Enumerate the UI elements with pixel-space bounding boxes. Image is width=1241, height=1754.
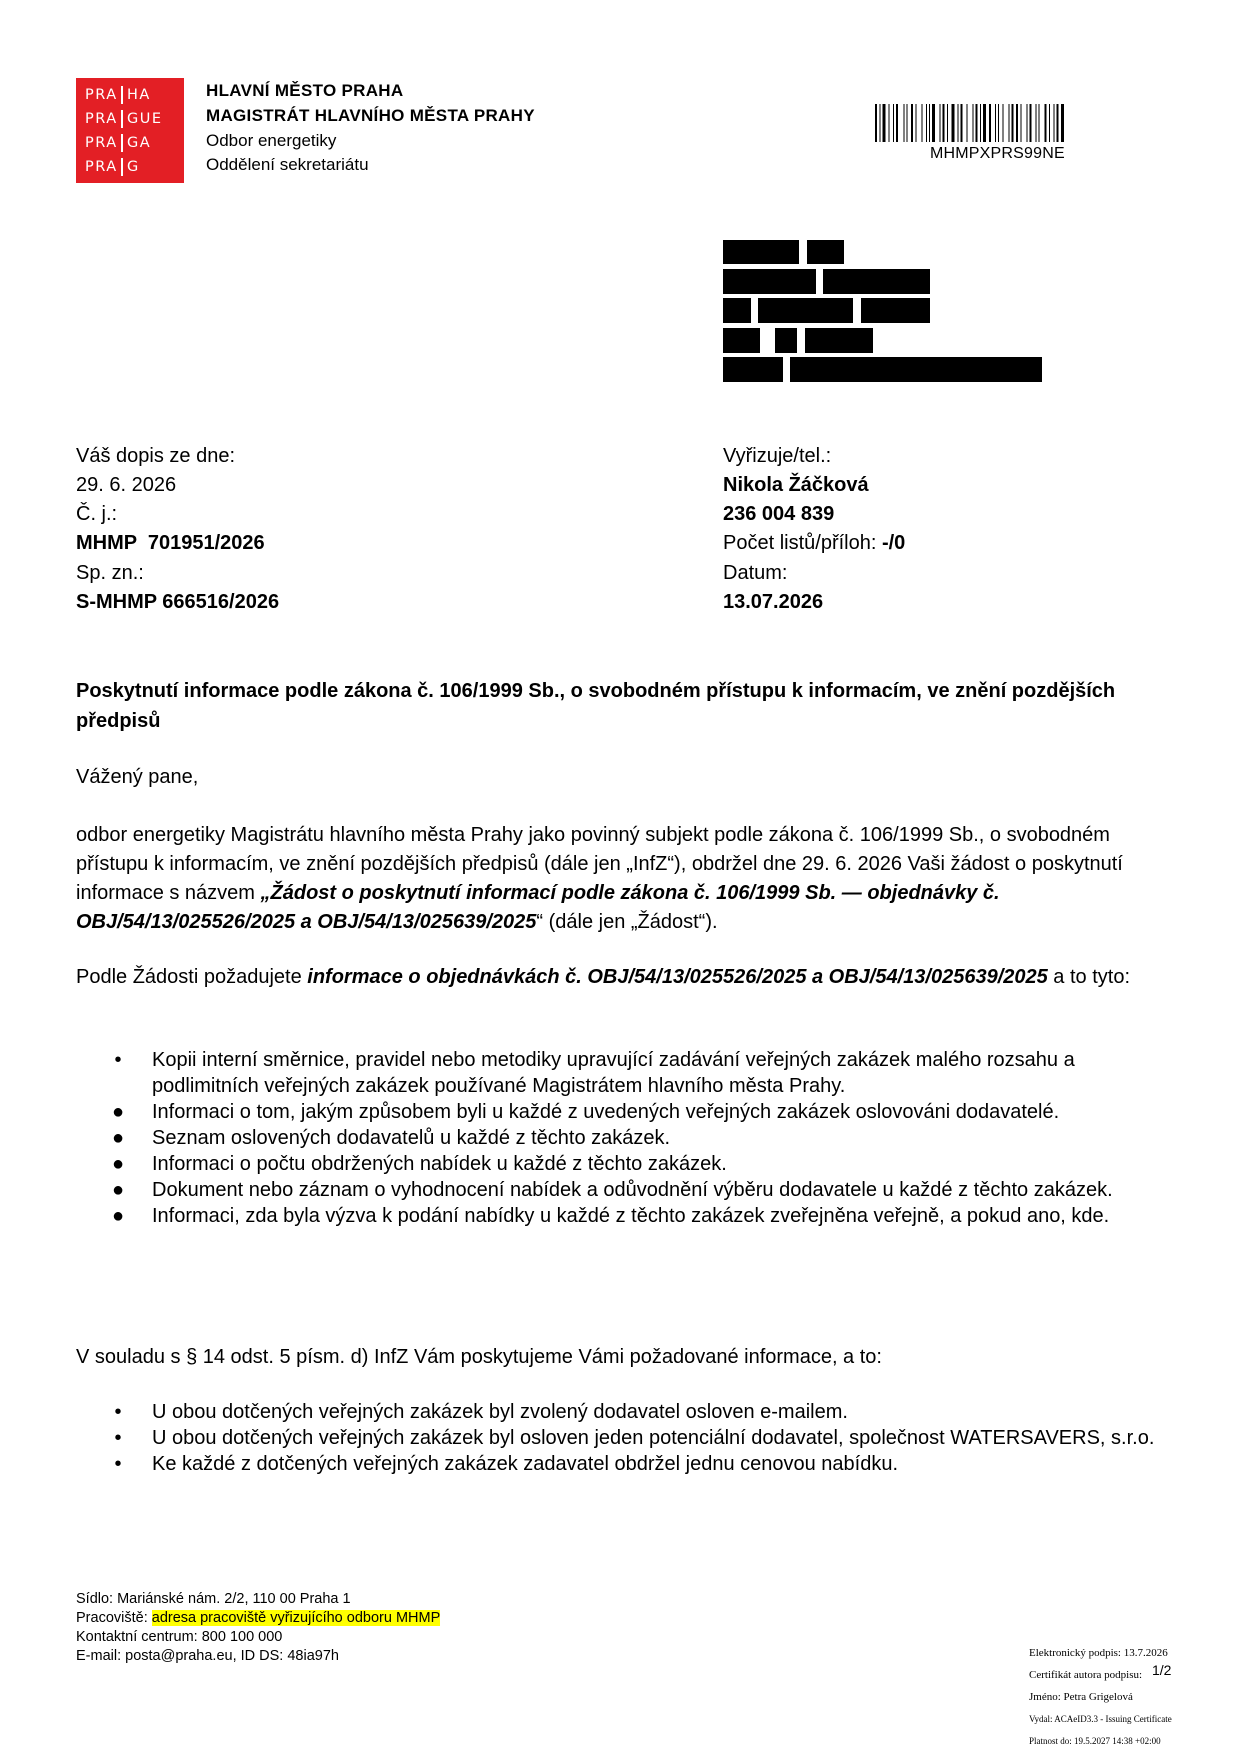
department: Odbor energetiky	[206, 131, 337, 150]
redaction-bar	[723, 298, 751, 323]
footer-workplace	[76, 1609, 440, 1628]
answers-list	[76, 1399, 1166, 1477]
bullet: •	[114, 1427, 122, 1449]
paragraph-text: odbor energetiky Magistrátu hlavního města Prahy jako povinný subjekt podle zákona č. 106/1999 Sb., o svobodném přístupu k informacím, ve znění pozdějších předpisů (dále jen „InfZ“), obdržel dne 29. 6. 2026 Vaši žádost o poskytnutí informace s názvem	[76, 824, 1123, 904]
signature-cert-label: Certifikát autora podpisu:	[1029, 1669, 1143, 1681]
signature-name: Jméno: Petra Grigelová	[1029, 1691, 1133, 1703]
list-item-text: Ke každé z dotčených veřejných zakázek zadavatel obdržel jednu cenovou nabídku.	[152, 1453, 899, 1475]
paragraph-text: a to tyto:	[1047, 966, 1131, 988]
barcode	[875, 104, 1140, 142]
letter-issue-date: 13.07.2026	[723, 591, 824, 613]
list-item	[76, 1099, 1166, 1125]
redaction-bar	[775, 328, 797, 353]
request-title: „Žádost o poskytnutí informací podle zákona č. 106/1999 Sb. — objednávky č. OBJ/54/13/025526/2025 a OBJ/54/13/025639/2025	[76, 882, 1000, 933]
logo-text: GA	[127, 135, 152, 151]
logo-text: PRA	[85, 159, 118, 175]
list-item	[76, 1203, 1166, 1229]
bullet: ●	[112, 1205, 125, 1227]
subject-heading: Poskytnutí informace podle zákona č. 106/1999 Sb., o svobodném přístupu k informacím, ve znění pozdějších předpisů	[76, 680, 1116, 732]
list-item	[76, 1451, 1166, 1477]
footer	[76, 1590, 440, 1666]
workplace-label: Pracoviště:	[76, 1610, 152, 1626]
list-item-text: Informaci o počtu obdržených nabídek u každé z těchto zakázek.	[152, 1153, 727, 1175]
org-name: HLAVNÍ MĚSTO PRAHA	[206, 81, 404, 100]
section: Oddělení sekretariátu	[206, 155, 369, 174]
redaction-bar	[723, 269, 816, 294]
paragraph-text: “ (dále jen „Žádost“).	[536, 911, 718, 933]
handler-name: Nikola Žáčková	[723, 474, 869, 496]
signature-validity: Platnost do: 19.5.2027 14:38 +02:00	[1029, 1736, 1161, 1746]
workplace-value: adresa pracoviště vyřizujícího odboru MHMP	[151, 1610, 441, 1626]
redaction-bar	[723, 328, 760, 353]
list-item-text: Informaci o tom, jakým způsobem byli u každé z uvedených veřejných zakázek oslovováni dodavatelé.	[152, 1101, 1060, 1123]
letter-date-label: Váš dopis ze dne:	[76, 445, 235, 467]
list-item-text: U obou dotčených veřejných zakázek byl zvolený dodavatel osloven e-mailem.	[152, 1401, 848, 1423]
bullet: ●	[112, 1127, 125, 1149]
bullet: ●	[112, 1153, 125, 1175]
paragraph-text: Podle Žádosti požadujete	[76, 966, 308, 988]
logo-text: HA	[127, 87, 151, 103]
paragraph-requested-info	[76, 963, 1166, 992]
salutation: Vážený pane,	[76, 766, 199, 788]
bullet: ●	[112, 1179, 125, 1201]
signature-date: Elektronický podpis: 13.7.2026	[1029, 1647, 1168, 1659]
list-item	[76, 1425, 1166, 1451]
redaction-bar	[861, 298, 930, 323]
bullet: ●	[112, 1101, 125, 1123]
redaction-bar	[790, 357, 1042, 382]
paragraph-provided-info: V souladu s § 14 odst. 5 písm. d) InfZ Vám poskytujeme Vámi požadované informace, a to:	[76, 1346, 882, 1368]
list-item-text: U obou dotčených veřejných zakázek byl osloven jeden potenciální dodavatel, společnost WATERSAVERS, s.r.o.	[152, 1427, 1155, 1449]
signature-issuer: Vydal: ACAeID3.3 - Issuing Certificate	[1029, 1714, 1172, 1724]
logo-text: PRA	[85, 87, 118, 103]
barcode-text: MHMPXPRS99NE	[930, 145, 1065, 162]
paragraph-request-received	[76, 821, 1166, 937]
order-numbers: informace o objednávkách č. OBJ/54/13/025526/2025 a OBJ/54/13/025639/2025	[307, 966, 1048, 988]
letter-date: 29. 6. 2026	[76, 474, 177, 496]
logo-text: PRA	[85, 111, 118, 127]
ref-label: Č. j.:	[76, 503, 118, 525]
pages-value: -/0	[881, 532, 906, 554]
list-item	[76, 1125, 1166, 1151]
org-subname: MAGISTRÁT HLAVNÍHO MĚSTA PRAHY	[206, 106, 535, 125]
list-item-text: Informaci, zda byla výzva k podání nabídky u každé z těchto zakázek zveřejněna veřejně, a pokud ano, kde.	[152, 1205, 1110, 1227]
redaction-bar	[758, 298, 853, 323]
redaction-bar	[723, 240, 799, 264]
footer-contact: Kontaktní centrum: 800 100 000	[76, 1629, 283, 1645]
list-item-text: Kopii interní směrnice, pravidel nebo metodiky upravující zadávání veřejných zakázek malého rozsahu a podlimitních veřejných zakázek používané Magistrátem hlavního města Prahy.	[152, 1049, 1075, 1097]
list-item-text: Dokument nebo záznam o vyhodnocení nabídek a odůvodnění výběru dodavatele u každé z těchto zakázek.	[152, 1179, 1113, 1201]
logo-text: PRA	[85, 135, 118, 151]
list-item	[76, 1177, 1166, 1203]
logo-text: GUE	[127, 111, 163, 127]
date-label: Datum:	[723, 562, 788, 584]
handler-phone: 236 004 839	[723, 503, 835, 525]
bullet: •	[114, 1049, 122, 1071]
bullet: •	[114, 1453, 122, 1475]
pages-label: Počet listů/příloh:	[723, 532, 882, 554]
list-item	[76, 1151, 1166, 1177]
electronic-signature	[1029, 1642, 1172, 1752]
logo-text: G	[127, 159, 140, 175]
footer-seat: Sídlo: Mariánské nám. 2/2, 110 00 Praha 1	[76, 1591, 351, 1607]
handler-label: Vyřizuje/tel.:	[723, 445, 832, 467]
pages-info	[723, 528, 905, 558]
redaction-bar	[807, 240, 844, 264]
file-label: Sp. zn.:	[76, 562, 144, 584]
footer-email: E-mail: posta@praha.eu, ID DS: 48ia97h	[76, 1648, 339, 1664]
list-item	[76, 1399, 1166, 1425]
ref-number: MHMP 701951/2026	[76, 532, 265, 554]
redaction-bar	[723, 357, 783, 382]
list-item-text: Seznam oslovených dodavatelů u každé z těchto zakázek.	[152, 1127, 671, 1149]
page-number: 1/2	[1152, 1662, 1172, 1678]
prague-logo	[76, 78, 184, 183]
file-number: S-MHMP 666516/2026	[76, 591, 280, 613]
list-item	[76, 1047, 1166, 1099]
redaction-bar	[805, 328, 873, 353]
redaction-bar	[823, 269, 930, 294]
bullet: •	[114, 1401, 122, 1423]
requests-list	[76, 1047, 1166, 1229]
